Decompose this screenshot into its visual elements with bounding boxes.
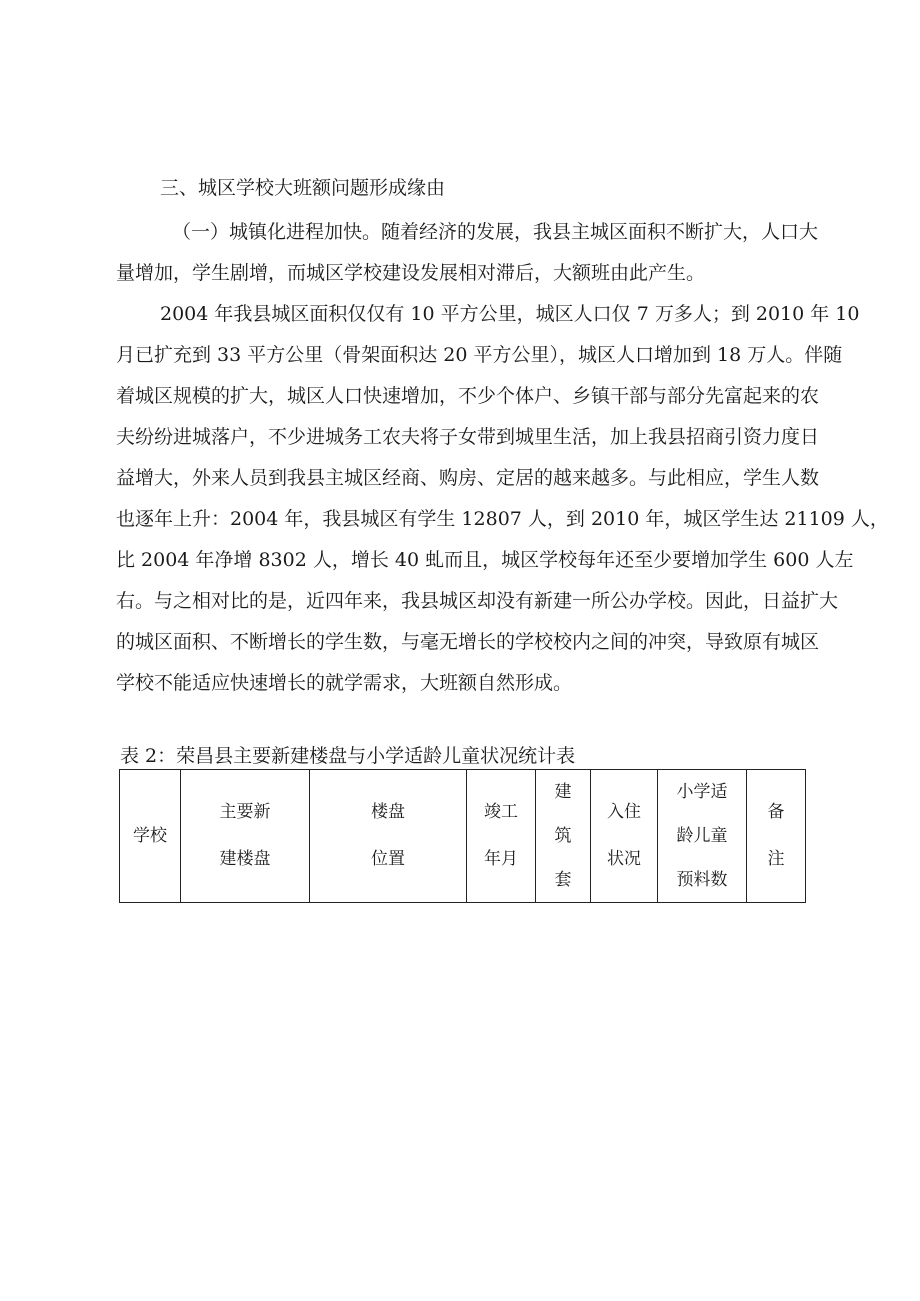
text-line: 夫纷纷进城落户，不少进城务工农夫将子女带到城里生活，加上我县招商引资力度日 xyxy=(116,426,820,448)
text-line: 的城区面积、不断增长的学生数，与毫无增长的学校校内之间的冲突，导致原有城区 xyxy=(116,631,820,653)
header-text: 位置 xyxy=(371,849,405,869)
stats-table xyxy=(119,769,806,903)
section-heading: 三、城区学校大班额问题形成缘由 xyxy=(160,177,446,199)
text-line: 也逐年上升：2004 年，我县城区有学生 12807 人，到 2010 年，城区学生达 21109 人， xyxy=(116,508,889,530)
header-text: 龄儿童 xyxy=(676,826,728,846)
header-text: 套 xyxy=(554,870,572,890)
paragraph-statistics xyxy=(116,294,889,704)
text-line: 量增加，学生剧增，而城区学校建设发展相对滞后，大额班由此产生。 xyxy=(116,262,706,284)
header-cell-new-estates xyxy=(181,770,310,903)
header-cell-school xyxy=(120,770,181,903)
header-text: 入住 xyxy=(607,802,641,822)
text-line: 右。与之相对比的是，近四年来，我县城区却没有新建一所公办学校。因此，日益扩大 xyxy=(116,590,839,612)
header-text: 预料数 xyxy=(676,870,728,890)
header-text: 建楼盘 xyxy=(219,849,271,869)
paragraph-urbanization xyxy=(116,212,819,294)
header-cell-completion-date xyxy=(467,770,536,903)
table-caption: 表 2：荣昌县主要新建楼盘与小学适龄儿童状况统计表 xyxy=(120,745,576,767)
table-header-row xyxy=(120,770,806,903)
text-line: 着城区规模的扩大，城区人口快速增加，不少个体户、乡镇干部与部分先富起来的农 xyxy=(116,385,820,407)
text-line: 益增大，外来人员到我县主城区经商、购房、定居的越来越多。与此相应，学生人数 xyxy=(116,467,820,489)
text-line: 比 2004 年净增 8302 人，增长 40 虬而且，城区学校每年还至少要增加学生 600 人左 xyxy=(116,549,854,571)
header-text: 筑 xyxy=(554,826,572,846)
header-text: 年月 xyxy=(484,849,518,869)
header-cell-occupancy xyxy=(591,770,658,903)
header-text: 竣工 xyxy=(484,802,518,822)
header-cell-remarks xyxy=(747,770,806,903)
header-cell-children-forecast xyxy=(658,770,747,903)
header-text: 注 xyxy=(767,849,785,869)
header-cell-estate-location xyxy=(310,770,467,903)
header-text: 小学适 xyxy=(676,782,728,802)
text-line: 2004 年我县城区面积仅仅有 10 平方公里，城区人口仅 7 万多人；到 2010 年 10 xyxy=(160,303,860,325)
header-text: 备 xyxy=(767,802,785,822)
header-text: 建 xyxy=(554,782,572,802)
header-text: 楼盘 xyxy=(371,802,405,822)
header-text: 状况 xyxy=(607,849,641,869)
text-line: （一）城镇化进程加快。随着经济的发展，我县主城区面积不断扩大，人口大 xyxy=(172,221,819,243)
text-line: 月已扩充到 33 平方公里（骨架面积达 20 平方公里），城区人口增加到 18 万人。伴随 xyxy=(116,344,843,366)
text-line: 学校不能适应快速增长的就学需求，大班额自然形成。 xyxy=(116,672,573,694)
header-text: 主要新 xyxy=(219,802,271,822)
header-text: 学校 xyxy=(133,825,167,846)
header-cell-building-units xyxy=(536,770,591,903)
